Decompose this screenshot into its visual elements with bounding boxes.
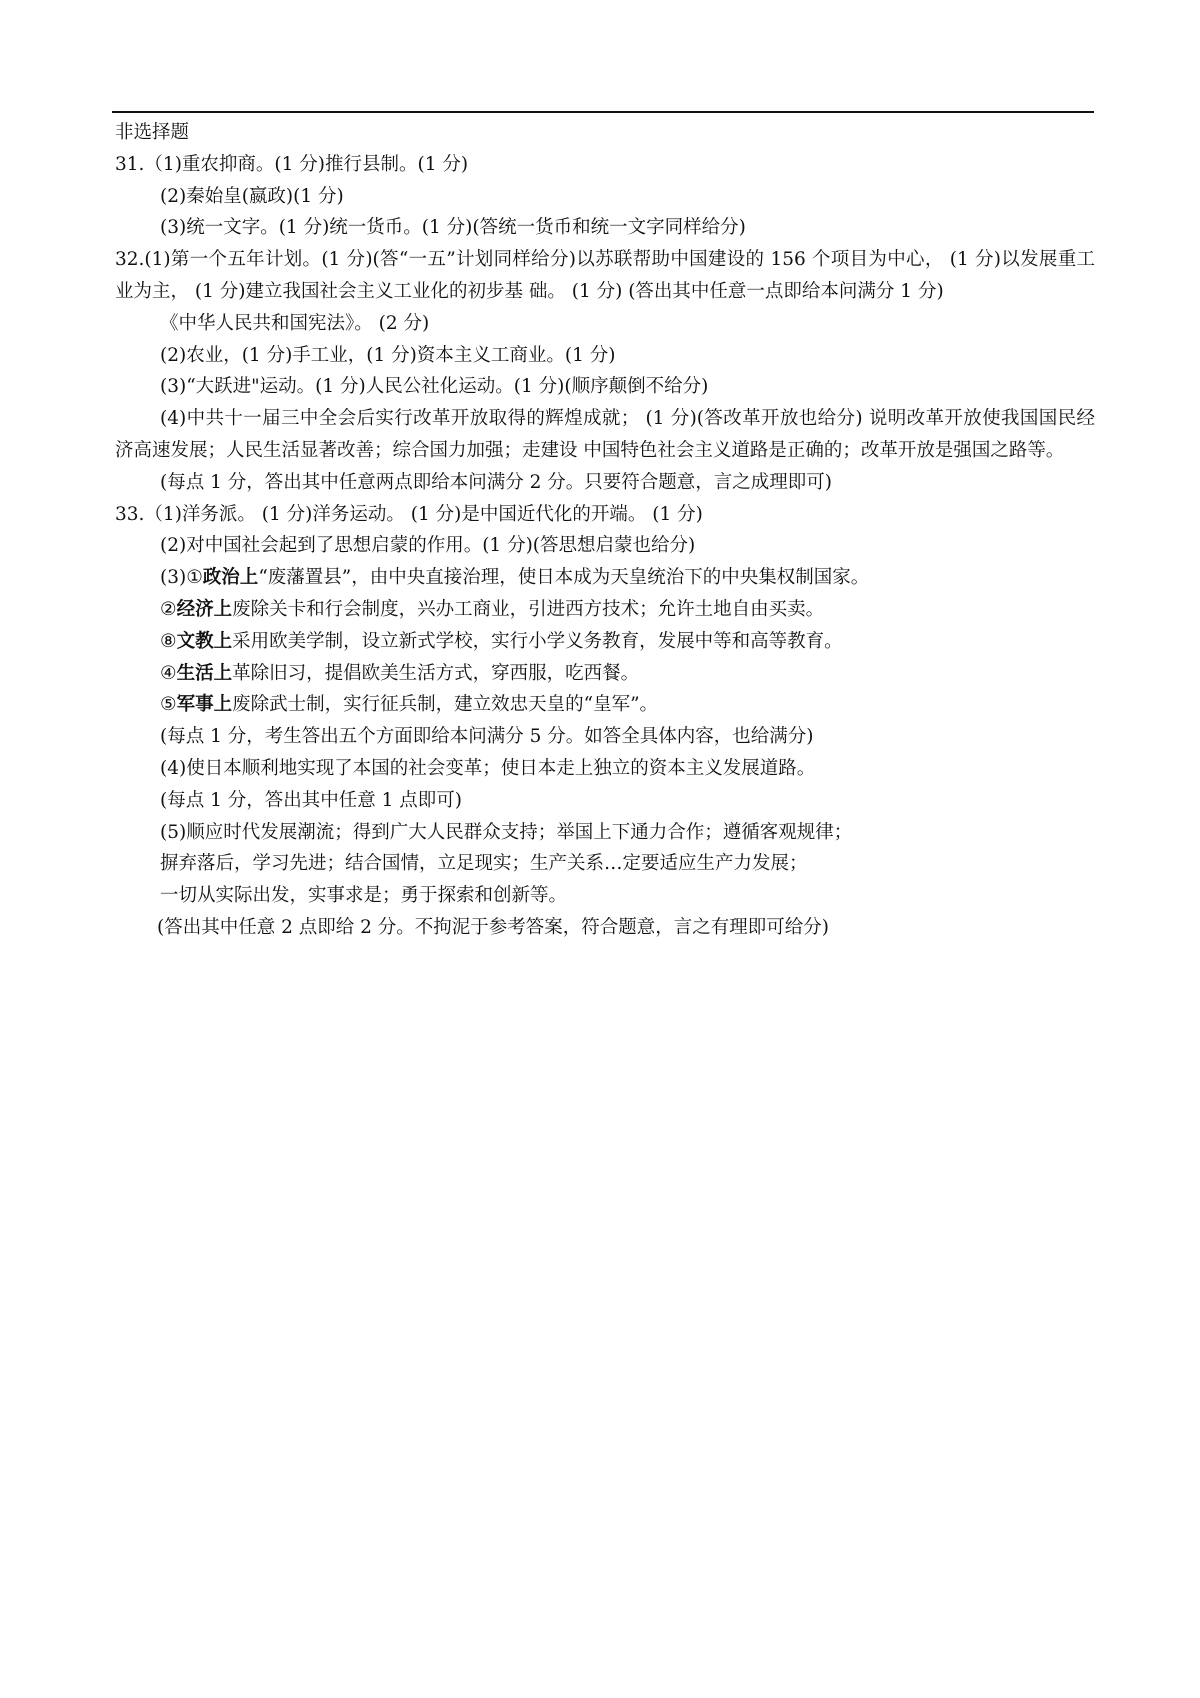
answer-content [115,117,1095,944]
q33-line-8: (每点 1 分，考生答出五个方面即给本问满分 5 分。如答全具体内容，也给满分) [160,726,814,748]
q33-line-6-prefix: ④ [160,662,177,684]
q31-line-3: (3)统一文字。(1 分)统一货币。(1 分)(答统一货币和统一文字同样给分) [160,217,746,239]
q32-paragraph-5: (4)中共十一届三中全会后实行改革开放取得的辉煌成就； (1 分)(答改革开放也给分) 说明改革开放使我国国民经济高速发展；人民生活显著改善；综合国力加强；走建设 中国特色社会主义道路是正确的；改革开放是强国之路等。 [115,408,1095,461]
q31-line-1: 31.（1)重农抑商。(1 分)推行县制。(1 分) [115,153,469,175]
q33-line-2: (2)对中国社会起到了思想启蒙的作用。(1 分)(答思想启蒙也给分) [160,535,696,557]
header-rule [112,111,1094,113]
q33-line-4-prefix: ② [160,598,177,620]
q33-line-6-bold: 生活上 [176,662,233,684]
q33-line-10: (每点 1 分，答出其中任意 1 点即可) [160,789,462,811]
q33-line-12: 摒弃落后，学习先进；结合国情，立足现实；生产关系…定要适应生产力发展； [160,853,808,875]
q33-line-6 [115,658,1095,690]
q32-line-3: (2)农业，(1 分)手工业，(1 分)资本主义工商业。(1 分) [160,344,616,366]
q33-line-5 [115,626,1095,658]
q33-line-3-prefix: (3)① [160,567,203,589]
q32-line-2: 《中华人民共和国宪法》。 (2 分) [160,312,430,334]
q33-line-3-bold: 政治上 [202,567,259,589]
q33-line-4-bold: 经济上 [176,598,233,620]
q33-line-4 [115,594,1095,626]
q33-line-11: (5)顺应时代发展潮流；得到广大人民群众支持；举国上下通力合作；遵循客观规律； [160,821,853,843]
q32-line-6: (每点 1 分，答出其中任意两点即给本问满分 2 分。只要符合题意，言之成理即可) [160,471,833,493]
q33-line-1: 33.（1)洋务派。 (1 分)洋务运动。 (1 分)是中国近代化的开端。 (1 分) [115,503,703,525]
q33-line-6-rest: 革除旧习，提倡欧美生活方式，穿西服，吃西餐。 [232,662,640,684]
q33-line-5-bold: 文教上 [176,630,233,652]
q33-line-3 [115,562,1095,594]
q33-line-7-bold: 军事上 [176,694,233,716]
q33-line-5-rest: 采用欧美学制，设立新式学校，实行小学义务教育，发展中等和高等教育。 [232,630,843,652]
q33-line-14: (答出其中任意 2 点即给 2 分。不拘泥于参考答案，符合题意，言之有理即可给分) [157,916,830,938]
q31-line-2: (2)秦始皇(嬴政)(1 分) [160,185,344,207]
q33-line-7 [115,689,1095,721]
q32-paragraph-1: 32.(1)第一个五年计划。(1 分)(答“一五”计划同样给分)以苏联帮助中国建设的 156 个项目为中心， (1 分)以发展重工业为主， (1 分)建立我国社会主义工业化的初步基 础。 (1 分) (答出其中任意一点即给本问满分 1 分) [115,249,1095,302]
section-title: 非选择题 [115,122,190,143]
q33-line-13: 一切从实际出发，实事求是；勇于探索和创新等。 [160,885,568,907]
q33-line-7-prefix: ⑤ [160,694,177,716]
q33-line-9: (4)使日本顺利地实现了本国的社会变革；使日本走上独立的资本主义发展道路。 [160,757,816,779]
q32-line-4: (3)“大跃进"运动。(1 分)人民公社化运动。(1 分)(顺序颠倒不给分) [160,376,709,398]
q33-line-7-rest: 废除武士制，实行征兵制，建立效忠天皇的“皇军”。 [232,694,659,716]
q33-line-3-rest: “废藩置县”，由中央直接治理，使日本成为天皇统治下的中央集权制国家。 [258,567,870,589]
q33-line-4-rest: 废除关卡和行会制度，兴办工商业，引进西方技术；允许土地自由买卖。 [232,598,825,620]
q33-line-5-prefix: ⑧ [160,630,177,652]
